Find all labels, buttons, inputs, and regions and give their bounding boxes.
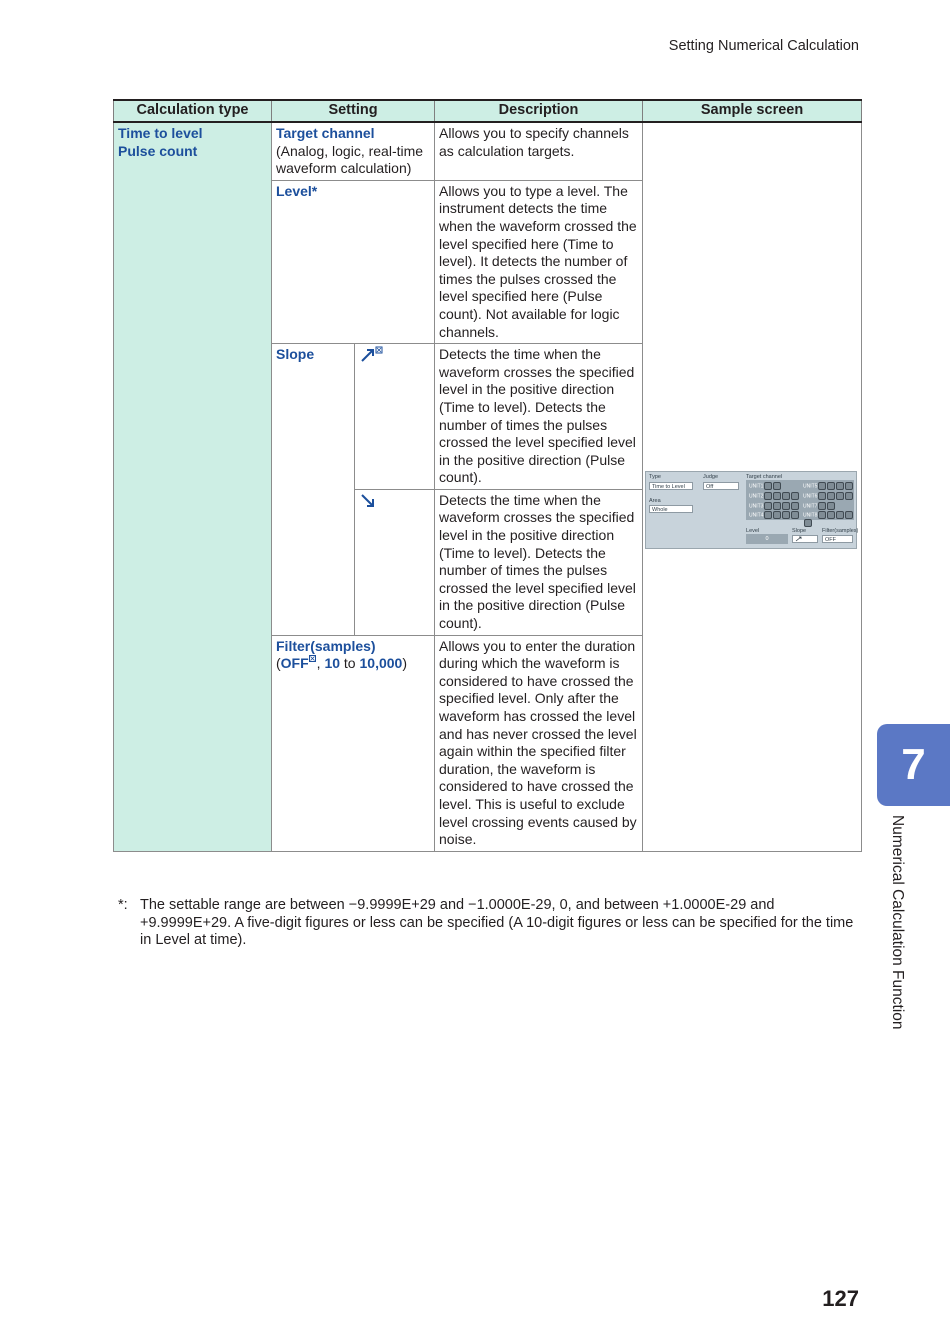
- header-sample-screen: Sample screen: [643, 100, 862, 122]
- setting-target-channel: [272, 122, 435, 180]
- setting-name: Filter(samples): [276, 637, 376, 654]
- default-mark-icon: [309, 655, 317, 663]
- screen-unit-left-2: UNIT2: [749, 492, 799, 500]
- desc-slope-rising: Detects the time when the waveform crosses the specified level in the positive direction (Time to level). Detects the number of times the pulses crossed the level specified level in the positive direction (Pulse count).: [435, 344, 643, 490]
- filter-range: (OFF , 10 to 10,000): [276, 655, 407, 672]
- sample-screen-cell: [643, 122, 862, 851]
- setting-level: [272, 180, 435, 343]
- falling-slope-icon: [359, 492, 379, 510]
- setting-filter: [272, 635, 435, 851]
- rising-slope-icon: [359, 346, 387, 364]
- setting-slope: [272, 344, 355, 636]
- screen-unit-left-4: UNIT4: [749, 511, 799, 519]
- chapter-title: Numerical Calculation Function: [889, 815, 906, 1030]
- screen-unit-panel: [746, 480, 854, 520]
- calc-type-pulse-count: Pulse count: [118, 142, 198, 159]
- screen-unit-left-3: UNIT3: [749, 502, 799, 510]
- table-row: [114, 122, 862, 180]
- screen-unit-right-3: UNIT7: [803, 502, 835, 510]
- header-setting: Setting: [272, 100, 435, 122]
- table-header-row: [114, 100, 862, 122]
- slope-rising-option: [355, 344, 435, 490]
- screen-unit-left-1: UNIT1: [749, 482, 781, 490]
- footnote-text: The settable range are between −9.9999E+29 and −1.0000E-29, 0, and between +1.0000E-29 and +9.9999E+29. A five-digit figures or less can be specified (A 10-digit figures or less can be specified for the time in Level at time).: [140, 897, 854, 949]
- screen-area-label: Area: [649, 498, 661, 504]
- setting-name: Slope: [276, 346, 315, 363]
- screen-filter-field: OFF: [822, 535, 853, 543]
- setting-note: (Analog, logic, real-time waveform calculation): [276, 142, 424, 177]
- slope-falling-option: [355, 489, 435, 635]
- sample-screen-image: [645, 471, 857, 549]
- screen-type-label: Type: [649, 474, 661, 480]
- screen-level-field: 0: [746, 534, 788, 544]
- header-calc-type: Calculation type: [114, 100, 272, 122]
- screen-level-label: Level: [746, 528, 760, 534]
- calc-type-cell: [114, 122, 272, 851]
- chapter-tab: 7: [877, 724, 950, 806]
- screen-judge-label: Judge: [703, 474, 719, 480]
- footnote-mark: *:: [118, 897, 128, 913]
- page-number: 127: [822, 1286, 859, 1311]
- screen-slope-label: Slope: [792, 528, 807, 534]
- screen-type-select: Time to Level: [649, 482, 693, 490]
- section-header: Setting Numerical Calculation: [668, 38, 859, 54]
- setting-name: Target channel: [276, 125, 375, 141]
- screen-filter-label: Filter(samples): [822, 528, 859, 534]
- screen-judge-select: Off: [703, 482, 739, 490]
- screen-unit-right-4: UNIT8: [803, 511, 854, 527]
- footnote: [118, 897, 858, 950]
- screen-slope-select: [792, 535, 818, 543]
- setting-name: Level*: [276, 182, 318, 199]
- calc-type-time-to-level: Time to level: [118, 125, 203, 141]
- screen-target-label: Target channel: [746, 474, 783, 480]
- header-description: Description: [435, 100, 643, 122]
- desc-filter: Allows you to enter the duration during which the waveform is considered to have crossed the specified level. Only after the waveform has crossed the level and has never crossed the level again within the specified filter duration, the waveform is considered to have crossed the level. This is useful to exclude level crossing events caused by noise.: [435, 635, 643, 851]
- screen-unit-right-2: UNIT6: [803, 492, 853, 500]
- settings-table: [113, 99, 862, 852]
- desc-level: Allows you to type a level. The instrument detects the time when the waveform crossed the level specified here (Time to level). It detects the number of times the pulses crossed the level specified here (Pulse count). Not available for logic channels.: [435, 180, 643, 343]
- desc-target-channel: Allows you to specify channels as calculation targets.: [435, 122, 643, 180]
- screen-area-select: Whole: [649, 505, 693, 513]
- rising-arrow-icon: [795, 536, 803, 542]
- desc-slope-falling: Detects the time when the waveform crosses the specified level in the positive direction (Time to level). Detects the number of times the pulses crossed the level specified level in the positive direction (Pulse count).: [435, 489, 643, 635]
- screen-unit-right-1: UNIT5: [803, 482, 853, 490]
